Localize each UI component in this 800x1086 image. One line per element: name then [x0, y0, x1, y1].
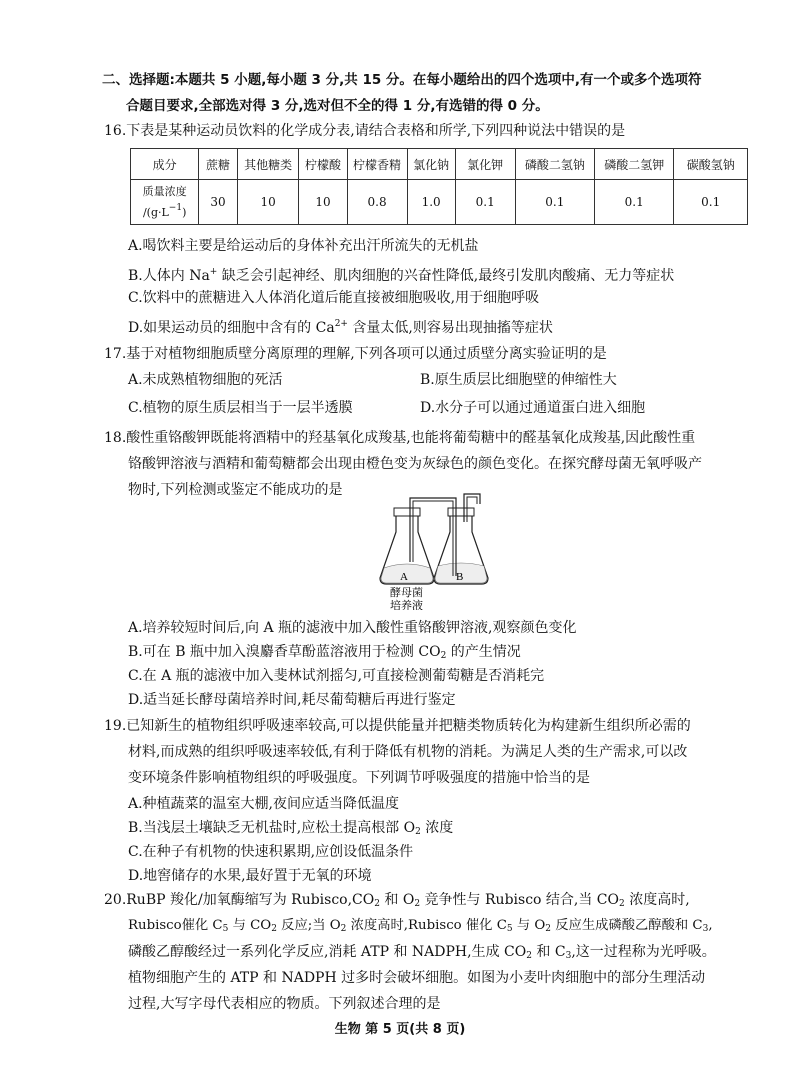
q19-b-sub: 2 [415, 827, 421, 837]
q20-l1d: 浓度高时, [624, 892, 690, 908]
table-header-cell: 氯化钾 [455, 149, 515, 180]
q20-l3b: 和 C [531, 944, 566, 960]
q19-b-post: 浓度 [420, 820, 454, 836]
sub: 2 [545, 924, 551, 934]
q18-option-d: D.适当延长酵母菌培养时间,耗尽葡萄糖后再进行鉴定 [128, 692, 456, 708]
row-label-line2: /(g·L [142, 205, 169, 219]
table-cell: 10 [237, 180, 299, 225]
flask-diagram [376, 492, 496, 610]
q16-option-a: A.喝饮料主要是给运动后的身体补充出汗所流失的无机盐 [128, 238, 479, 254]
row-label-line3: ) [182, 205, 187, 219]
sub: 2 [619, 899, 625, 909]
q16-d-pre: D.如果运动员的细胞中含有的 Ca [128, 320, 335, 336]
figure-caption-line2: 培养液 [390, 600, 423, 610]
table-header-cell: 柠檬香精 [347, 149, 407, 180]
q19-option-c: C.在种子有机物的快速积累期,应创设低温条件 [128, 844, 414, 860]
section-instruction-line2: 合题目要求,全部选对得 3 分,选对但不全的得 1 分,有选错的得 0 分。 [126, 98, 549, 114]
sub: 3 [565, 951, 572, 961]
sub: 2 [526, 951, 532, 961]
q18-stem-line2: 铬酸钾溶液与酒精和葡萄糖都会出现由橙色变为灰绿色的颜色变化。在探究酵母菌无氧呼吸产 [128, 456, 702, 472]
q20-l2g: , [708, 918, 713, 933]
sub: 2 [414, 899, 421, 909]
q16-b-pre: B.人体内 Na [128, 268, 210, 284]
q17-option-c: C.植物的原生质层相当于一层半透膜 [128, 400, 353, 416]
table-header-cell: 蔗糖 [199, 149, 237, 180]
table-cell: 0.1 [515, 180, 594, 225]
q18-stem-line3: 物时,下列检测或鉴定不能成功的是 [128, 482, 343, 498]
q20-stem-line5: 过程,大写字母代表相应的物质。下列叙述合理的是 [128, 996, 441, 1012]
q16-d-sup: 2+ [334, 319, 348, 329]
table-cell: 10 [299, 180, 347, 225]
table-cell: 0.1 [674, 180, 748, 225]
q16-b-post: 缺乏会引起神经、肌肉细胞的兴奋性降低,最终引发肌肉酸痛、无力等症状 [217, 268, 675, 284]
q20-stem-line3 [128, 942, 716, 966]
q16-d-post: 含量太低,则容易出现抽搐等症状 [347, 320, 553, 336]
q18-option-b [128, 642, 521, 666]
q16-option-d [128, 314, 553, 338]
q20-l2c: 反应;当 O [276, 918, 341, 933]
q20-l3a: 磷酸乙醇酸经过一系列化学反应,消耗 ATP 和 NADPH,生成 CO [128, 944, 527, 960]
q18-b-pre: B.可在 B 瓶中加入溴麝香草酚蓝溶液用于检测 CO [128, 644, 441, 660]
table-header-cell: 磷酸二氢钾 [595, 149, 674, 180]
q16-option-c: C.饮料中的蔗糖进入人体消化道后能直接被细胞吸收,用于细胞呼吸 [128, 290, 540, 306]
table-header-cell: 磷酸二氢钠 [515, 149, 594, 180]
q18-option-c: C.在 A 瓶的滤液中加入斐林试剂摇匀,可直接检测葡萄糖是否消耗完 [128, 668, 545, 684]
figure-caption-line1: 酵母菌 [390, 587, 423, 599]
q16-stem: 16.下表是某种运动员饮料的化学成分表,请结合表格和所学,下列四种说法中错误的是 [104, 123, 626, 139]
flask-b-label: B [456, 571, 464, 583]
q19-option-a: A.种植蔬菜的温室大棚,夜间应适当降低温度 [128, 796, 400, 812]
table-cell: 0.1 [595, 180, 674, 225]
q17-option-a: A.未成熟植物细胞的死活 [128, 372, 283, 388]
table-cell: 30 [199, 180, 237, 225]
sub: 2 [340, 924, 347, 934]
q20-l1c: 竞争性与 Rubisco 结合,当 CO [420, 892, 620, 908]
q19-stem-line1: 19.已知新生的植物组织呼吸速率较高,可以提供能量并把糖类物质转化为构建新生组织所必需的 [104, 718, 691, 734]
q17-option-b: B.原生质层比细胞壁的伸缩性大 [420, 372, 617, 388]
q19-stem-line2: 材料,而成熟的组织呼吸速率较低,有利于降低有机物的消耗。为满足人类的生产需求,可以改 [128, 744, 688, 760]
table-cell: 0.8 [347, 180, 407, 225]
sub: 5 [222, 924, 229, 934]
section-instruction-line1: 二、选择题:本题共 5 小题,每小题 3 分,共 15 分。在每小题给出的四个选项中,有一个或多个选项符 [102, 72, 702, 88]
sub: 2 [374, 899, 380, 909]
page-footer: 生物 第 5 页(共 8 页) [334, 1022, 466, 1037]
q20-l1a: 20.RuBP 羧化/加氧酶缩写为 Rubisco,CO [104, 892, 375, 908]
q18-option-a: A.培养较短时间后,向 A 瓶的滤液中加入酸性重铬酸钾溶液,观察颜色变化 [128, 620, 577, 636]
q16-b-sup: + [209, 267, 218, 277]
sub: 2 [271, 924, 277, 934]
q16-option-b [128, 262, 674, 286]
composition-table [130, 148, 748, 225]
q17-stem: 17.基于对植物细胞质壁分离原理的理解,下列各项可以通过质壁分离实验证明的是 [104, 346, 607, 362]
row-label-sup: −1 [168, 202, 183, 213]
q20-l3c: ,这一过程称为光呼吸。 [571, 944, 716, 960]
q20-stem-line4: 植物细胞产生的 ATP 和 NADPH 过多时会破坏细胞。如图为小麦叶肉细胞中的部分生理活动 [128, 970, 706, 986]
table-cell: 1.0 [407, 180, 455, 225]
q20-l1b: 和 O [379, 892, 415, 908]
q20-l2d: 浓度高时,Rubisco 催化 C [346, 918, 507, 933]
q20-l2e: 与 O [512, 918, 546, 933]
table-header-cell: 成分 [131, 149, 199, 180]
q18-b-post: 的产生情况 [446, 644, 521, 660]
flask-a-stopper-icon [394, 508, 420, 516]
q19-b-pre: B.当浅层土壤缺乏无机盐时,应松土提高根部 O [128, 820, 416, 836]
q19-stem-line3: 变环境条件影响植物组织的呼吸强度。下列调节呼吸强度的措施中恰当的是 [128, 770, 590, 786]
q18-b-sub: 2 [440, 651, 447, 661]
q20-stem-line1 [104, 890, 690, 914]
sub: 3 [702, 924, 709, 934]
row-label-line1: 质量浓度 [142, 184, 187, 198]
yeast-flask-figure [376, 492, 496, 610]
flask-a-label: A [400, 571, 408, 583]
sub: 5 [506, 924, 513, 934]
q20-stem-line2 [128, 916, 713, 939]
table-header-cell: 氯化钠 [407, 149, 455, 180]
table-header-cell: 其他糖类 [237, 149, 299, 180]
table-header-cell: 柠檬酸 [299, 149, 347, 180]
q17-option-d: D.水分子可以通过通道蛋白进入细胞 [420, 400, 646, 416]
q20-l2a: Rubisco催化 C [128, 918, 223, 933]
table-cell: 0.1 [455, 180, 515, 225]
table-header-cell: 碳酸氢钠 [674, 149, 748, 180]
q20-l2f: 反应生成磷酸乙醇酸和 C [551, 918, 703, 933]
flask-b-stopper-icon [448, 508, 474, 516]
q19-option-b [128, 818, 453, 842]
table-row-label [131, 180, 199, 225]
q20-l2b: 与 CO [228, 918, 272, 933]
q19-option-d: D.地窖储存的水果,最好置于无氧的环境 [128, 868, 372, 884]
q18-stem-line1: 18.酸性重铬酸钾既能将酒精中的羟基氧化成羧基,也能将葡萄糖中的醛基氧化成羧基,因此酸性重 [104, 430, 696, 446]
